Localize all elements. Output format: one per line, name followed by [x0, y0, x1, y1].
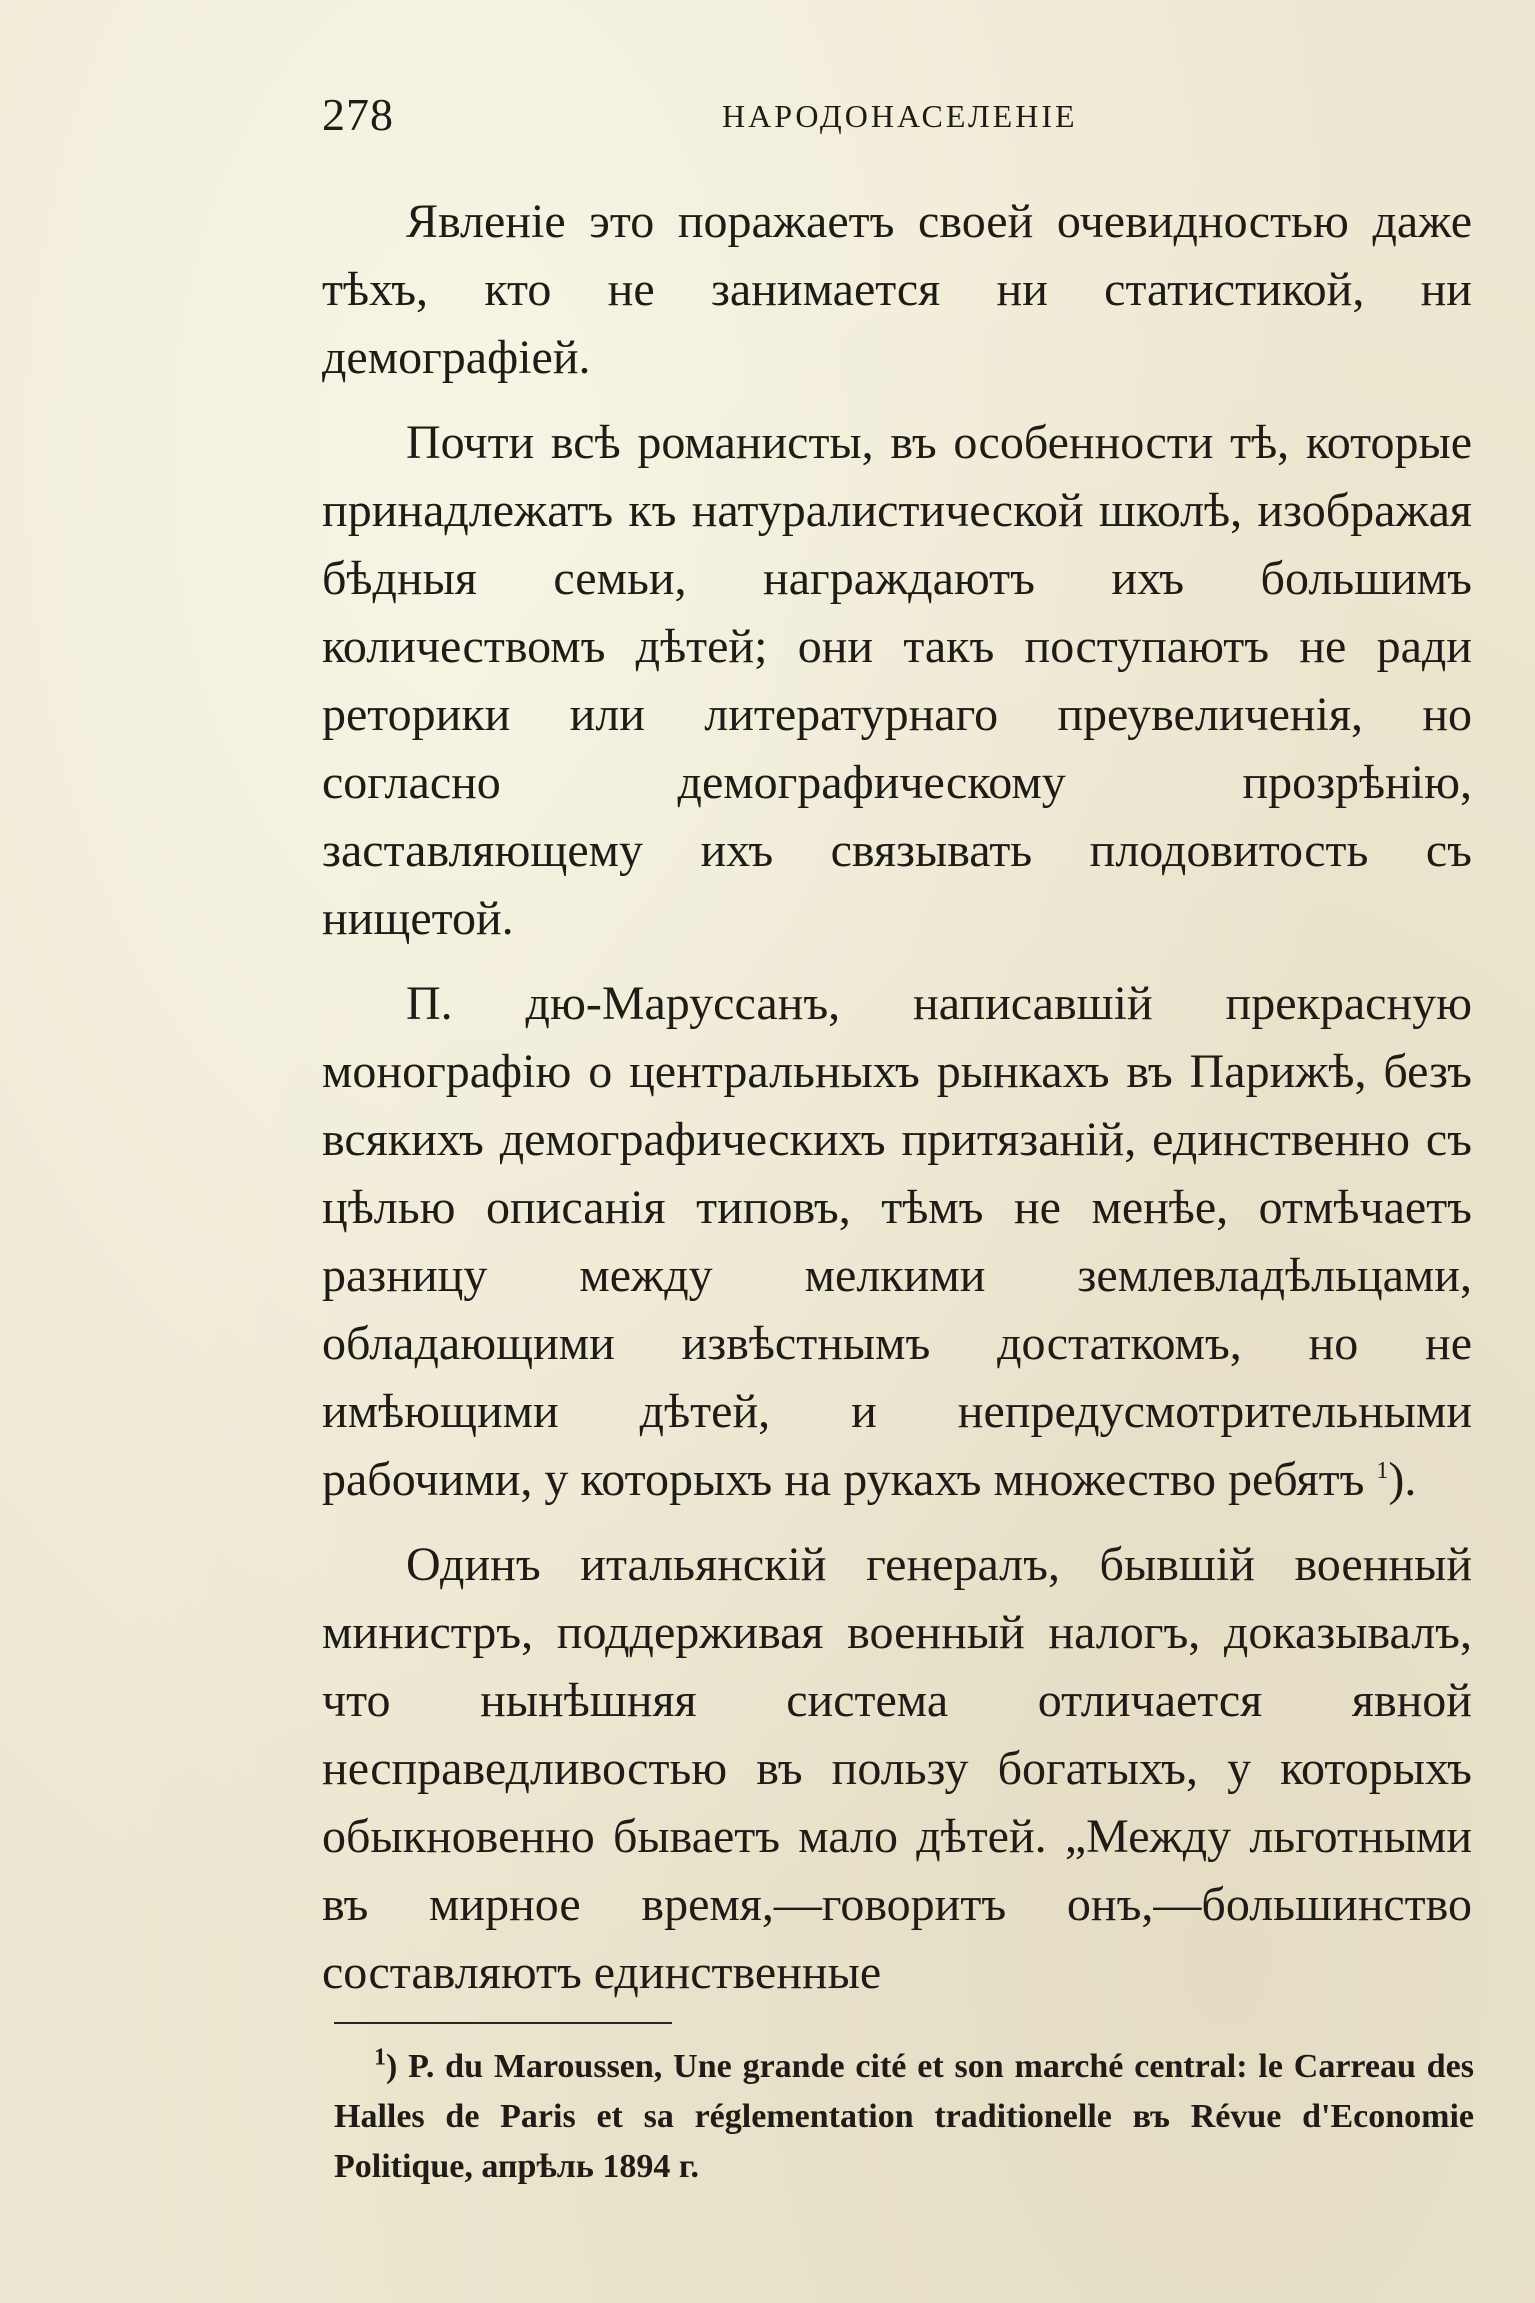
page-number: 278	[322, 89, 394, 140]
footnote-text: ) P. du Maroussen, Une grande cité et son marché central: le Carreau des Halles de Paris et sa réglementation traditionelle въ Révue d'Economie Politique, апрѣль 1894 г.	[334, 2048, 1474, 2185]
footnote-reference-marker: 1	[1376, 1458, 1389, 1484]
paragraph-2: Почти всѣ романисты, въ особенности тѣ, которые принадлежатъ къ натуралистической школѣ, изображая бѣдныя семьи, награждаютъ ихъ большимъ количествомъ дѣтей; они такъ поступаютъ не ради реторики или литературнаго преувеличенія, но согласно демографическому прозрѣнію, заставляющему ихъ связывать плодовитость съ нищетой.	[322, 416, 1472, 945]
paragraph-3	[322, 970, 1472, 1514]
body-text	[322, 188, 1472, 2024]
page-header	[322, 88, 1472, 148]
footnote-reference-tail: ).	[1388, 1453, 1417, 1506]
footnote	[334, 2042, 1474, 2192]
paragraph-3-text: П. дю-Маруссанъ, написавшій прекрасную монографію о центральныхъ рынкахъ въ Парижѣ, безъ всякихъ демографическихъ притязаній, единственно съ цѣлью описанія типовъ, тѣмъ не менѣе, отмѣчаетъ разницу между мелкими землевладѣльцами, обладающими извѣстнымъ достаткомъ, но не имѣющими дѣтей, и непредусмотрительными рабочими, у которыхъ на рукахъ множество ребятъ	[322, 977, 1472, 1506]
footnote-paragraph	[334, 2042, 1474, 2192]
paragraph-1: Явленіе это поражаетъ своей очевидностью даже тѣхъ, кто не занимается ни статистикой, ни демографіей.	[322, 195, 1472, 384]
paragraph-4: Одинъ итальянскій генералъ, бывшій военный министръ, поддерживая военный налогъ, доказывалъ, что нынѣшняя система отличается явной несправедливостью въ пользу богатыхъ, у которыхъ обыкновенно бываетъ мало дѣтей. „Между льготными въ мирное время,—говоритъ онъ,—большинство составляютъ единственные	[322, 1538, 1472, 1999]
footnote-marker: 1	[374, 2044, 386, 2071]
running-head: НАРОДОНАСЕЛЕНІЕ	[722, 98, 1078, 134]
footnote-divider	[334, 2022, 672, 2024]
